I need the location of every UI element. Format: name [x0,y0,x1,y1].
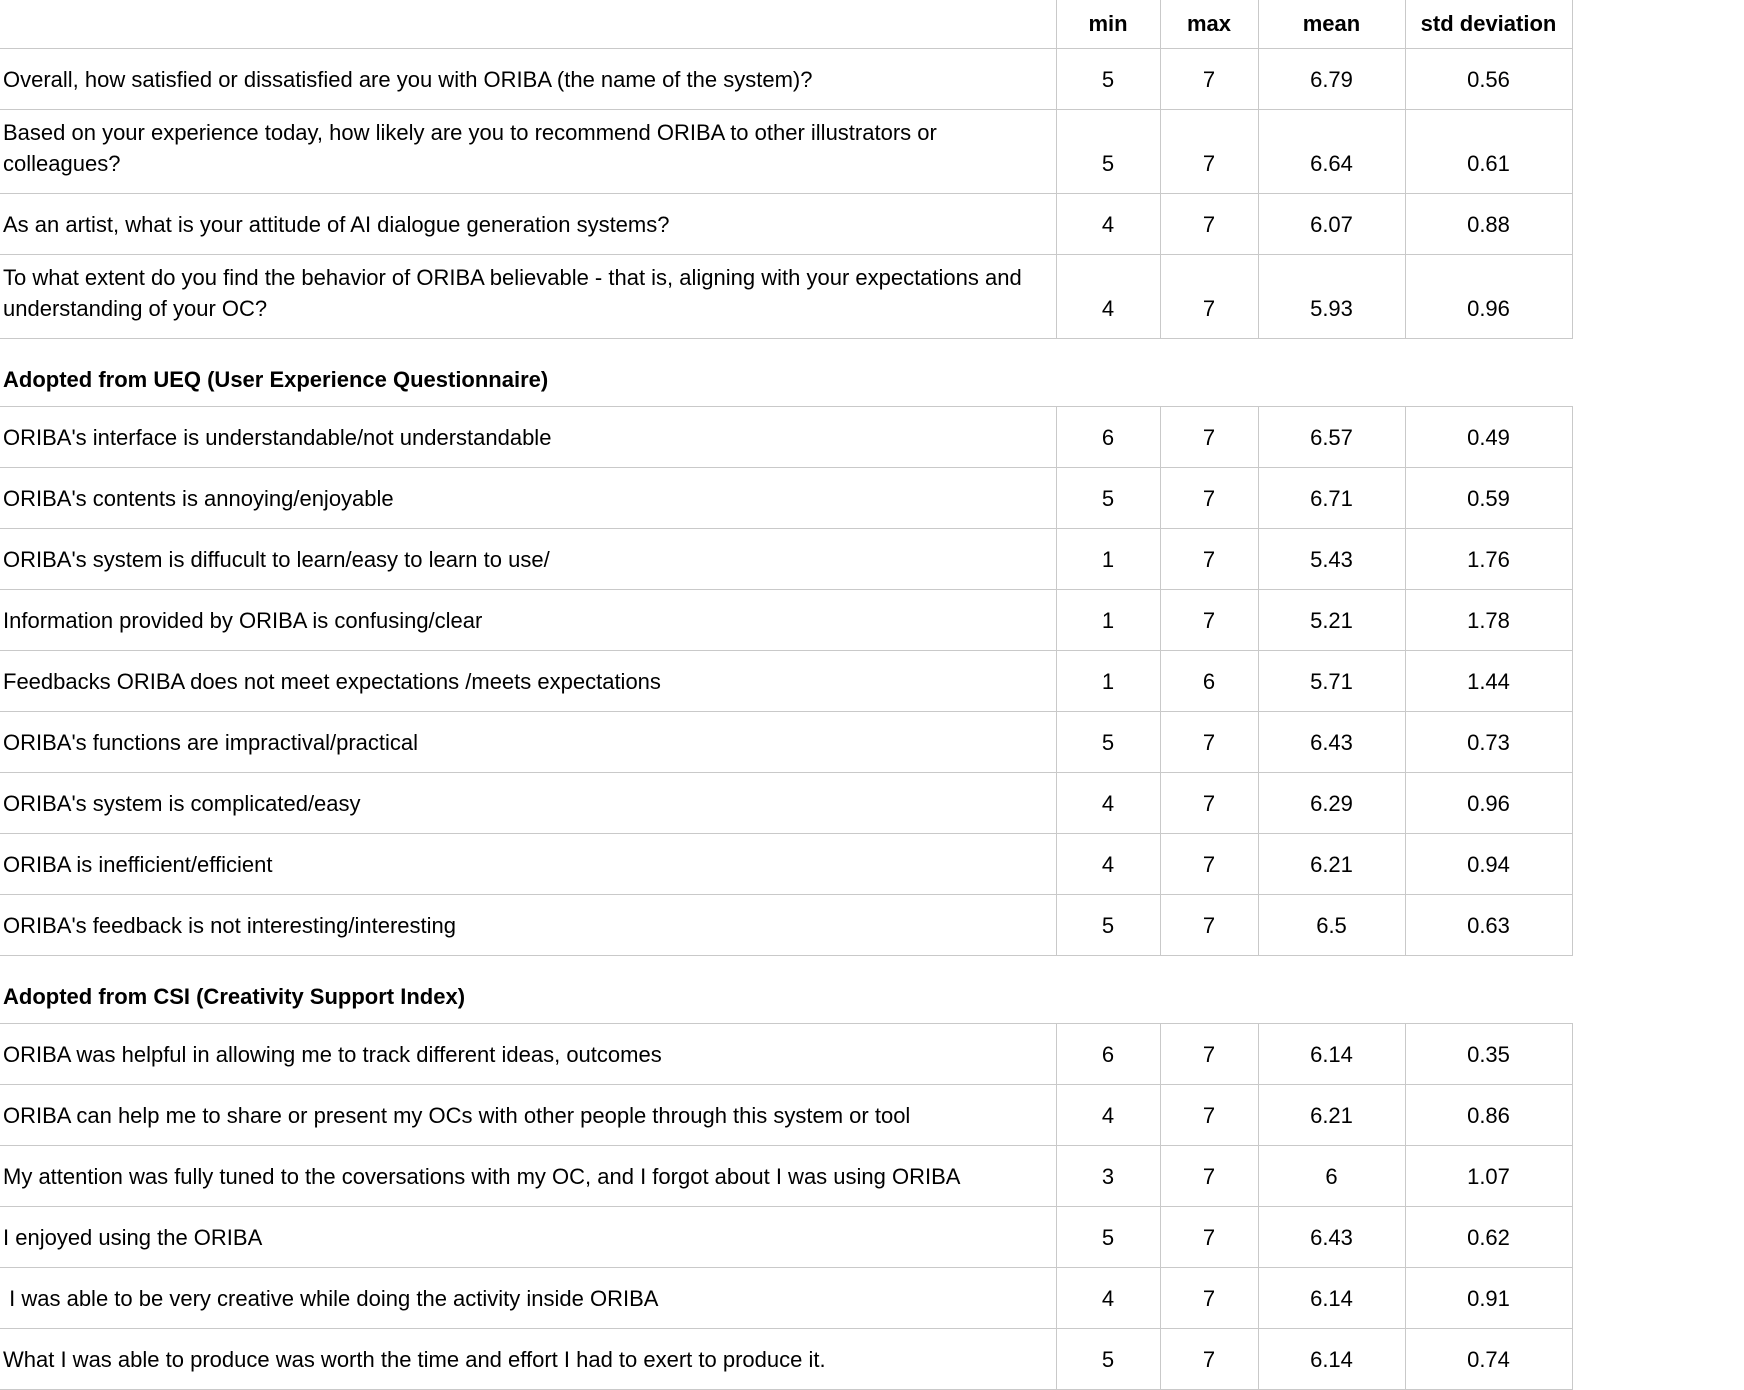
max-cell: 7 [1160,1084,1258,1145]
min-cell: 4 [1056,193,1160,254]
table-row [0,711,1572,772]
table-row [0,406,1572,467]
max-cell: 7 [1160,528,1258,589]
mean-cell: 5.43 [1258,528,1405,589]
mean-cell: 6.5 [1258,894,1405,955]
col-header-min: min [1056,0,1160,48]
max-cell: 7 [1160,711,1258,772]
std-deviation-cell: 0.96 [1405,772,1572,833]
table-row [0,1206,1572,1267]
table-row [0,193,1572,254]
max-cell: 7 [1160,1206,1258,1267]
max-cell: 7 [1160,254,1258,338]
table-row [0,528,1572,589]
min-cell: 1 [1056,528,1160,589]
question-cell: Overall, how satisfied or dissatisfied are you with ORIBA (the name of the system)? [0,48,1056,109]
question-cell: I was able to be very creative while doing the activity inside ORIBA [0,1267,1056,1328]
max-cell: 6 [1160,650,1258,711]
max-cell: 7 [1160,589,1258,650]
table-row [0,772,1572,833]
table-row [0,109,1572,193]
max-cell: 7 [1160,1023,1258,1084]
std-deviation-cell: 0.96 [1405,254,1572,338]
question-cell: Based on your experience today, how likely are you to recommend ORIBA to other illustrators or colleagues? [0,109,1056,193]
mean-cell: 6.21 [1258,833,1405,894]
min-cell: 4 [1056,1267,1160,1328]
col-header-mean: mean [1258,0,1405,48]
question-cell: ORIBA's functions are impractival/practical [0,711,1056,772]
max-cell: 7 [1160,1145,1258,1206]
question-cell: ORIBA's contents is annoying/enjoyable [0,467,1056,528]
question-cell: ORIBA's system is complicated/easy [0,772,1056,833]
question-cell: ORIBA is inefficient/efficient [0,833,1056,894]
table-row [0,48,1572,109]
mean-cell: 5.71 [1258,650,1405,711]
std-deviation-cell: 1.76 [1405,528,1572,589]
max-cell: 7 [1160,1328,1258,1389]
min-cell: 4 [1056,1084,1160,1145]
mean-cell: 6 [1258,1145,1405,1206]
std-deviation-cell: 0.56 [1405,48,1572,109]
mean-cell: 5.93 [1258,254,1405,338]
std-deviation-cell: 0.74 [1405,1328,1572,1389]
question-cell: To what extent do you find the behavior of ORIBA believable - that is, aligning with your expectations and understanding of your OC? [0,254,1056,338]
question-cell: What I was able to produce was worth the time and effort I had to exert to produce it. [0,1328,1056,1389]
std-deviation-cell: 0.61 [1405,109,1572,193]
table-row [0,833,1572,894]
max-cell: 7 [1160,894,1258,955]
table-row [0,1145,1572,1206]
table-body [0,48,1572,1389]
min-cell: 5 [1056,894,1160,955]
std-deviation-cell: 0.86 [1405,1084,1572,1145]
question-cell: My attention was fully tuned to the coversations with my OC, and I forgot about I was using ORIBA [0,1145,1056,1206]
question-cell: Information provided by ORIBA is confusing/clear [0,589,1056,650]
min-cell: 5 [1056,109,1160,193]
col-header-question [0,0,1056,48]
std-deviation-cell: 0.62 [1405,1206,1572,1267]
max-cell: 7 [1160,833,1258,894]
section-title-row [0,955,1572,1023]
table-row [0,650,1572,711]
mean-cell: 6.14 [1258,1023,1405,1084]
min-cell: 5 [1056,1328,1160,1389]
section-title-row [0,338,1572,406]
col-header-std-deviation: std deviation [1405,0,1572,48]
std-deviation-cell: 0.35 [1405,1023,1572,1084]
max-cell: 7 [1160,406,1258,467]
max-cell: 7 [1160,109,1258,193]
mean-cell: 6.79 [1258,48,1405,109]
table-row [0,894,1572,955]
min-cell: 4 [1056,833,1160,894]
col-header-max: max [1160,0,1258,48]
std-deviation-cell: 0.49 [1405,406,1572,467]
std-deviation-cell: 0.94 [1405,833,1572,894]
mean-cell: 6.14 [1258,1267,1405,1328]
min-cell: 5 [1056,1206,1160,1267]
question-cell: ORIBA's system is diffucult to learn/easy to learn to use/ [0,528,1056,589]
min-cell: 6 [1056,406,1160,467]
table-row [0,1023,1572,1084]
max-cell: 7 [1160,772,1258,833]
table-row [0,254,1572,338]
question-cell: I enjoyed using the ORIBA [0,1206,1056,1267]
mean-cell: 5.21 [1258,589,1405,650]
max-cell: 7 [1160,467,1258,528]
min-cell: 4 [1056,254,1160,338]
mean-cell: 6.43 [1258,711,1405,772]
question-cell: Feedbacks ORIBA does not meet expectations /meets expectations [0,650,1056,711]
mean-cell: 6.07 [1258,193,1405,254]
min-cell: 6 [1056,1023,1160,1084]
mean-cell: 6.29 [1258,772,1405,833]
max-cell: 7 [1160,193,1258,254]
table-row [0,1267,1572,1328]
section-title: Adopted from CSI (Creativity Support Index) [3,983,466,1009]
mean-cell: 6.43 [1258,1206,1405,1267]
question-cell: ORIBA was helpful in allowing me to track different ideas, outcomes [0,1023,1056,1084]
question-cell: ORIBA's feedback is not interesting/interesting [0,894,1056,955]
mean-cell: 6.21 [1258,1084,1405,1145]
min-cell: 5 [1056,467,1160,528]
table-row [0,1084,1572,1145]
question-cell: ORIBA can help me to share or present my OCs with other people through this system or tool [0,1084,1056,1145]
min-cell: 1 [1056,589,1160,650]
std-deviation-cell: 1.78 [1405,589,1572,650]
std-deviation-cell: 0.59 [1405,467,1572,528]
std-deviation-cell: 0.88 [1405,193,1572,254]
min-cell: 5 [1056,48,1160,109]
min-cell: 3 [1056,1145,1160,1206]
table-row [0,467,1572,528]
min-cell: 1 [1056,650,1160,711]
question-cell: As an artist, what is your attitude of AI dialogue generation systems? [0,193,1056,254]
max-cell: 7 [1160,48,1258,109]
table-header-row [0,0,1572,48]
mean-cell: 6.71 [1258,467,1405,528]
table-row [0,1328,1572,1389]
mean-cell: 6.64 [1258,109,1405,193]
mean-cell: 6.57 [1258,406,1405,467]
table-row [0,589,1572,650]
std-deviation-cell: 1.07 [1405,1145,1572,1206]
section-title: Adopted from UEQ (User Experience Questionnaire) [3,366,549,392]
question-cell: ORIBA's interface is understandable/not understandable [0,406,1056,467]
min-cell: 4 [1056,772,1160,833]
max-cell: 7 [1160,1267,1258,1328]
min-cell: 5 [1056,711,1160,772]
std-deviation-cell: 1.44 [1405,650,1572,711]
std-deviation-cell: 0.91 [1405,1267,1572,1328]
mean-cell: 6.14 [1258,1328,1405,1389]
std-deviation-cell: 0.73 [1405,711,1572,772]
std-deviation-cell: 0.63 [1405,894,1572,955]
